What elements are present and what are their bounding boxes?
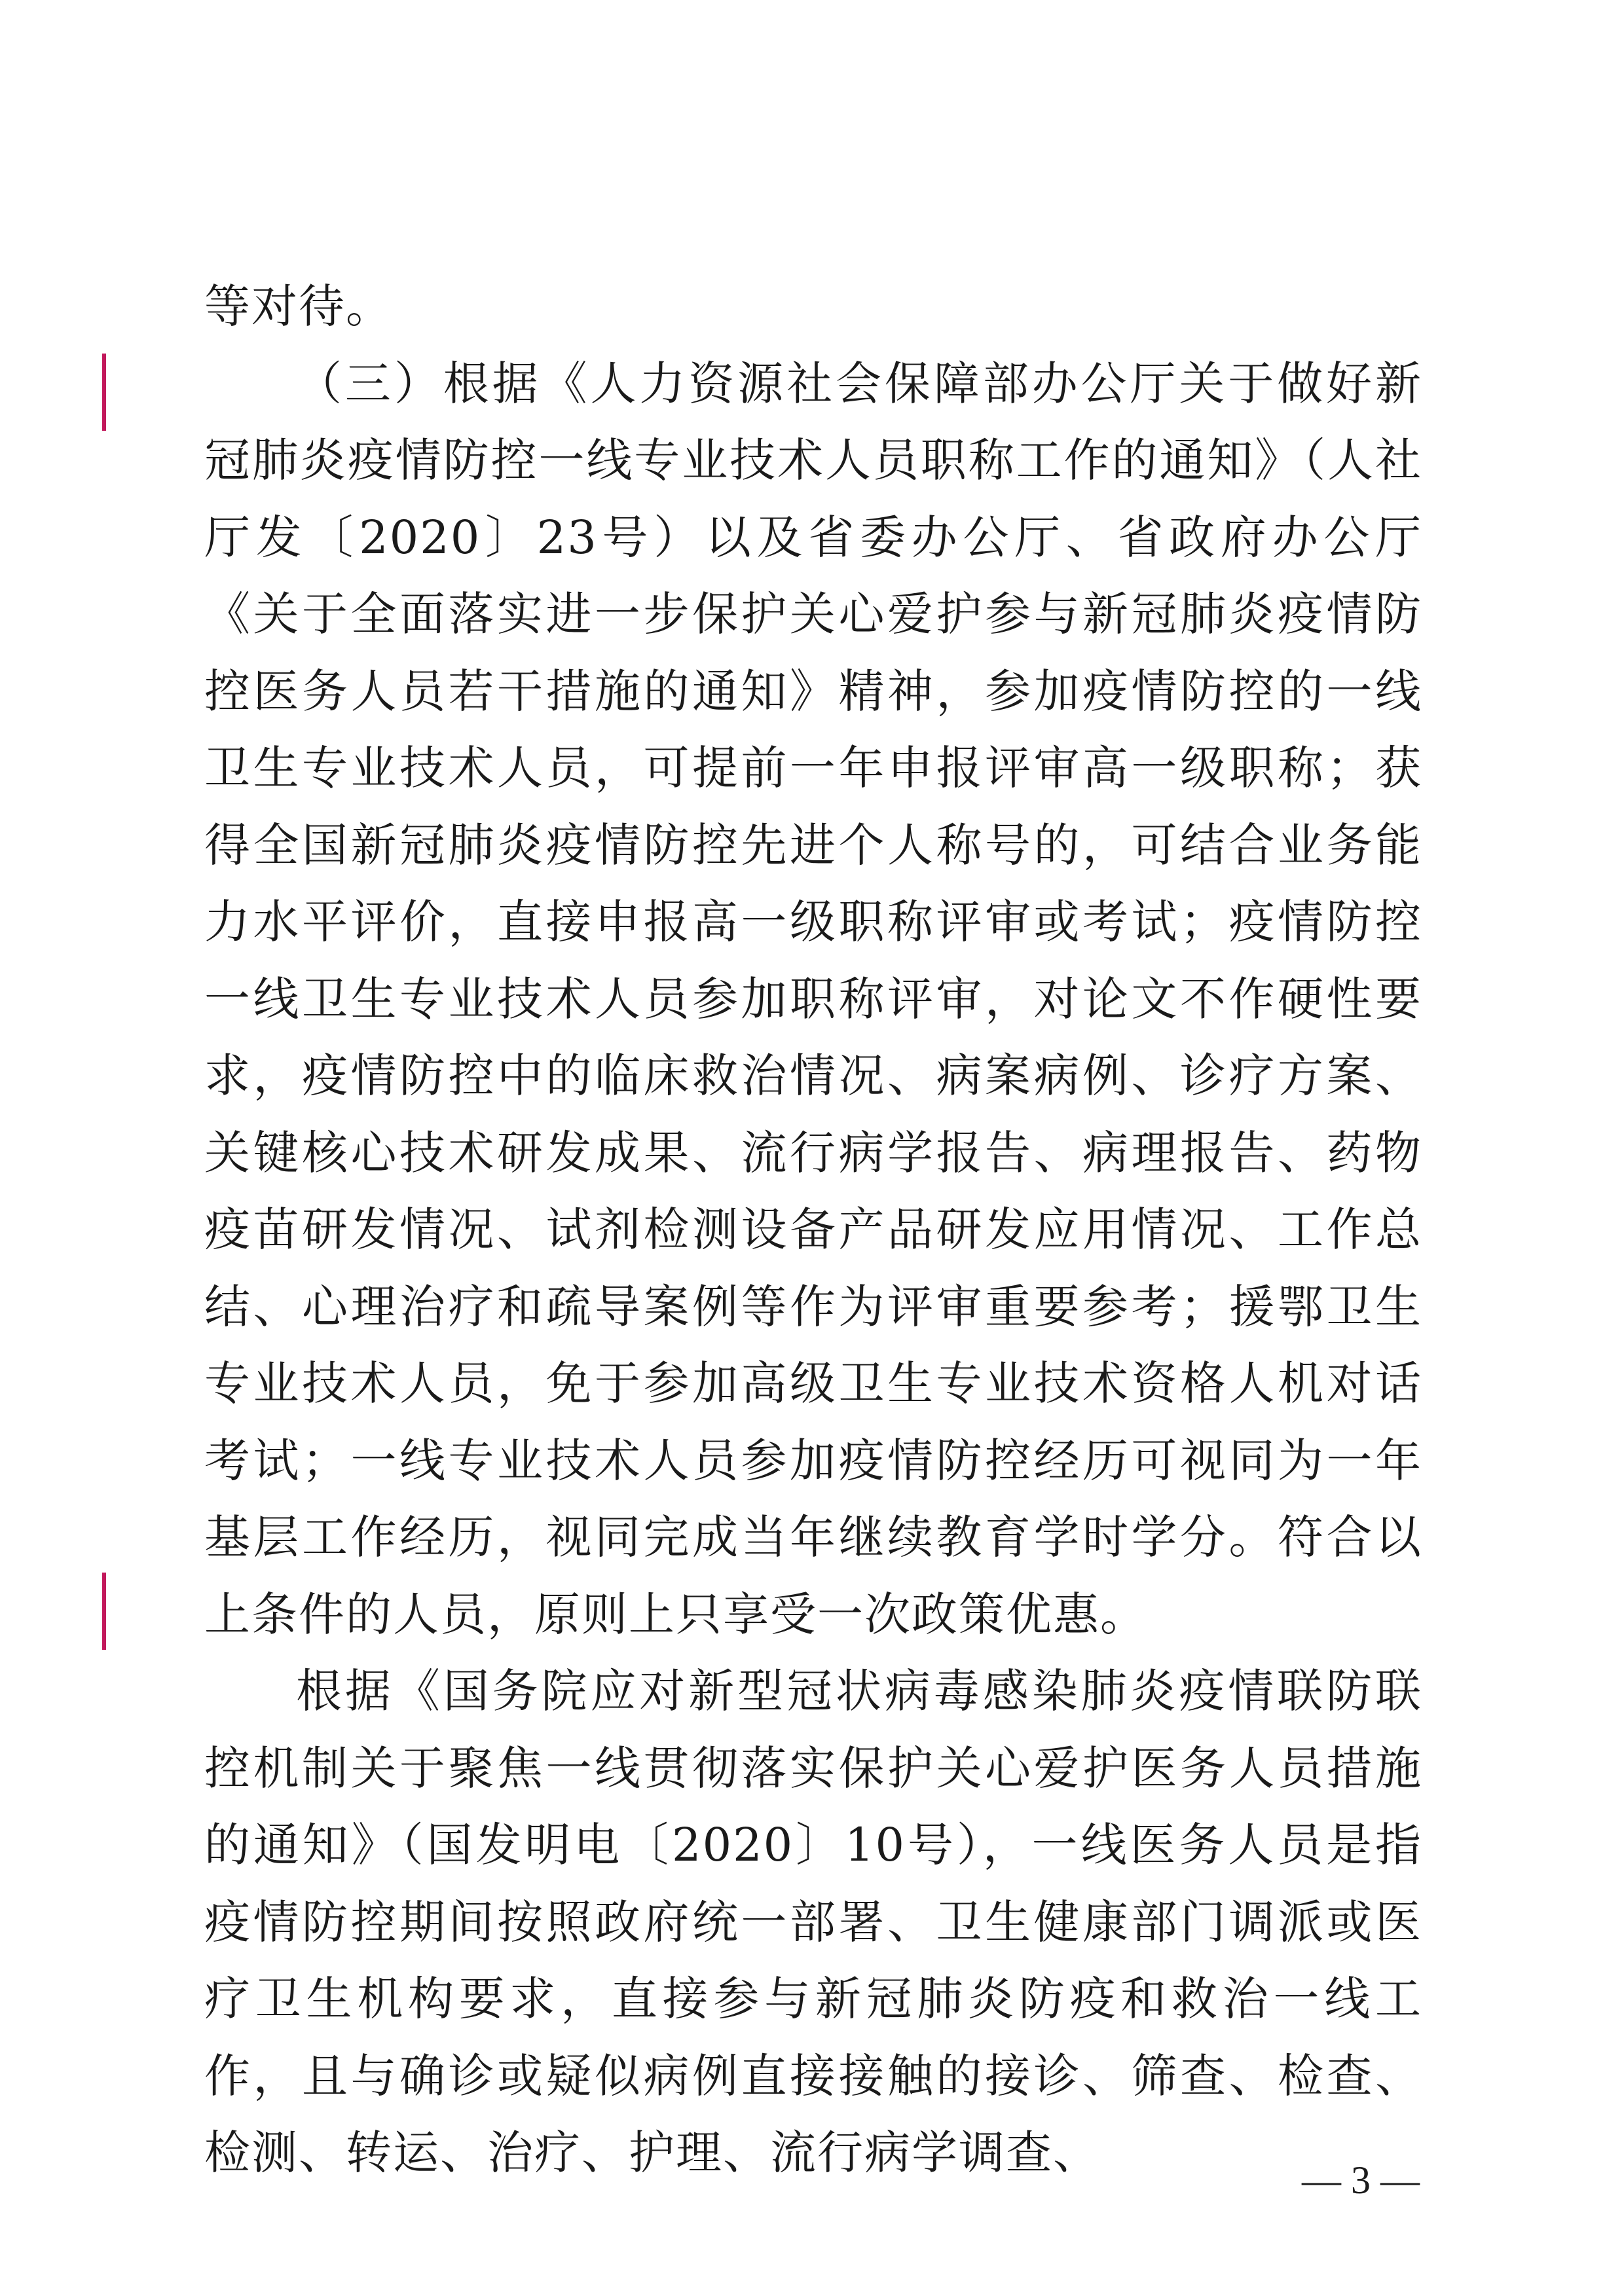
paragraph-continuation: 等对待。: [204, 280, 393, 333]
paragraph-item-three: （三）根据《人力资源社会保障部办公厅关于做好新冠肺炎疫情防控一线专业技术人员职称工作的通知》（人社厅发〔2020〕23号）以及省委办公厅、省政府办公厅《关于全面落实进一步保护关心爱护参与新冠肺炎疫情防控医务人员若干措施的通知》精神，参加疫情防控的一线卫生专业技术人员，可提前一年申报评审高一级职称；获得全国新冠肺炎疫情防控先进个人称号的，可结合业务能力水平评价，直接申报高一级职称评审或考试；疫情防控一线卫生专业技术人员参加职称评审，对论文不作硬性要求，疫情防控中的临床救治情况、病案病例、诊疗方案、关键核心技术研发成果、流行病学报告、病理报告、药物疫苗研发情况、试剂检测设备产品研发应用情况、工作总结、心理治疗和疏导案例等作为评审重要参考；援鄂卫生专业技术人员，免于参加高级卫生专业技术资格人机对话考试；一线专业技术人员参加疫情防控经历可视同为一年基层工作经历，视同完成当年继续教育学时学分。符合以上条件的人员，原则上只享受一次政策优惠。: [204, 356, 1422, 1641]
paragraph-definition: 根据《国务院应对新型冠状病毒感染肺炎疫情联防联控机制关于聚焦一线贯彻落实保护关心爱护医务人员措施的通知》（国发明电〔2020〕10号），一线医务人员是指疫情防控期间按照政府统一部署、卫生健康部门调派或医疗卫生机构要求，直接参与新冠肺炎防疫和救治一线工作，且与确诊或疑似病例直接接触的接诊、筛查、检查、检测、转运、治疗、护理、流行病学调查、: [204, 1664, 1422, 2179]
page-number: — 3 —: [1302, 2159, 1420, 2202]
document-body: [204, 268, 1422, 2192]
margin-change-bar: [102, 354, 106, 431]
margin-change-bar: [102, 1573, 106, 1650]
